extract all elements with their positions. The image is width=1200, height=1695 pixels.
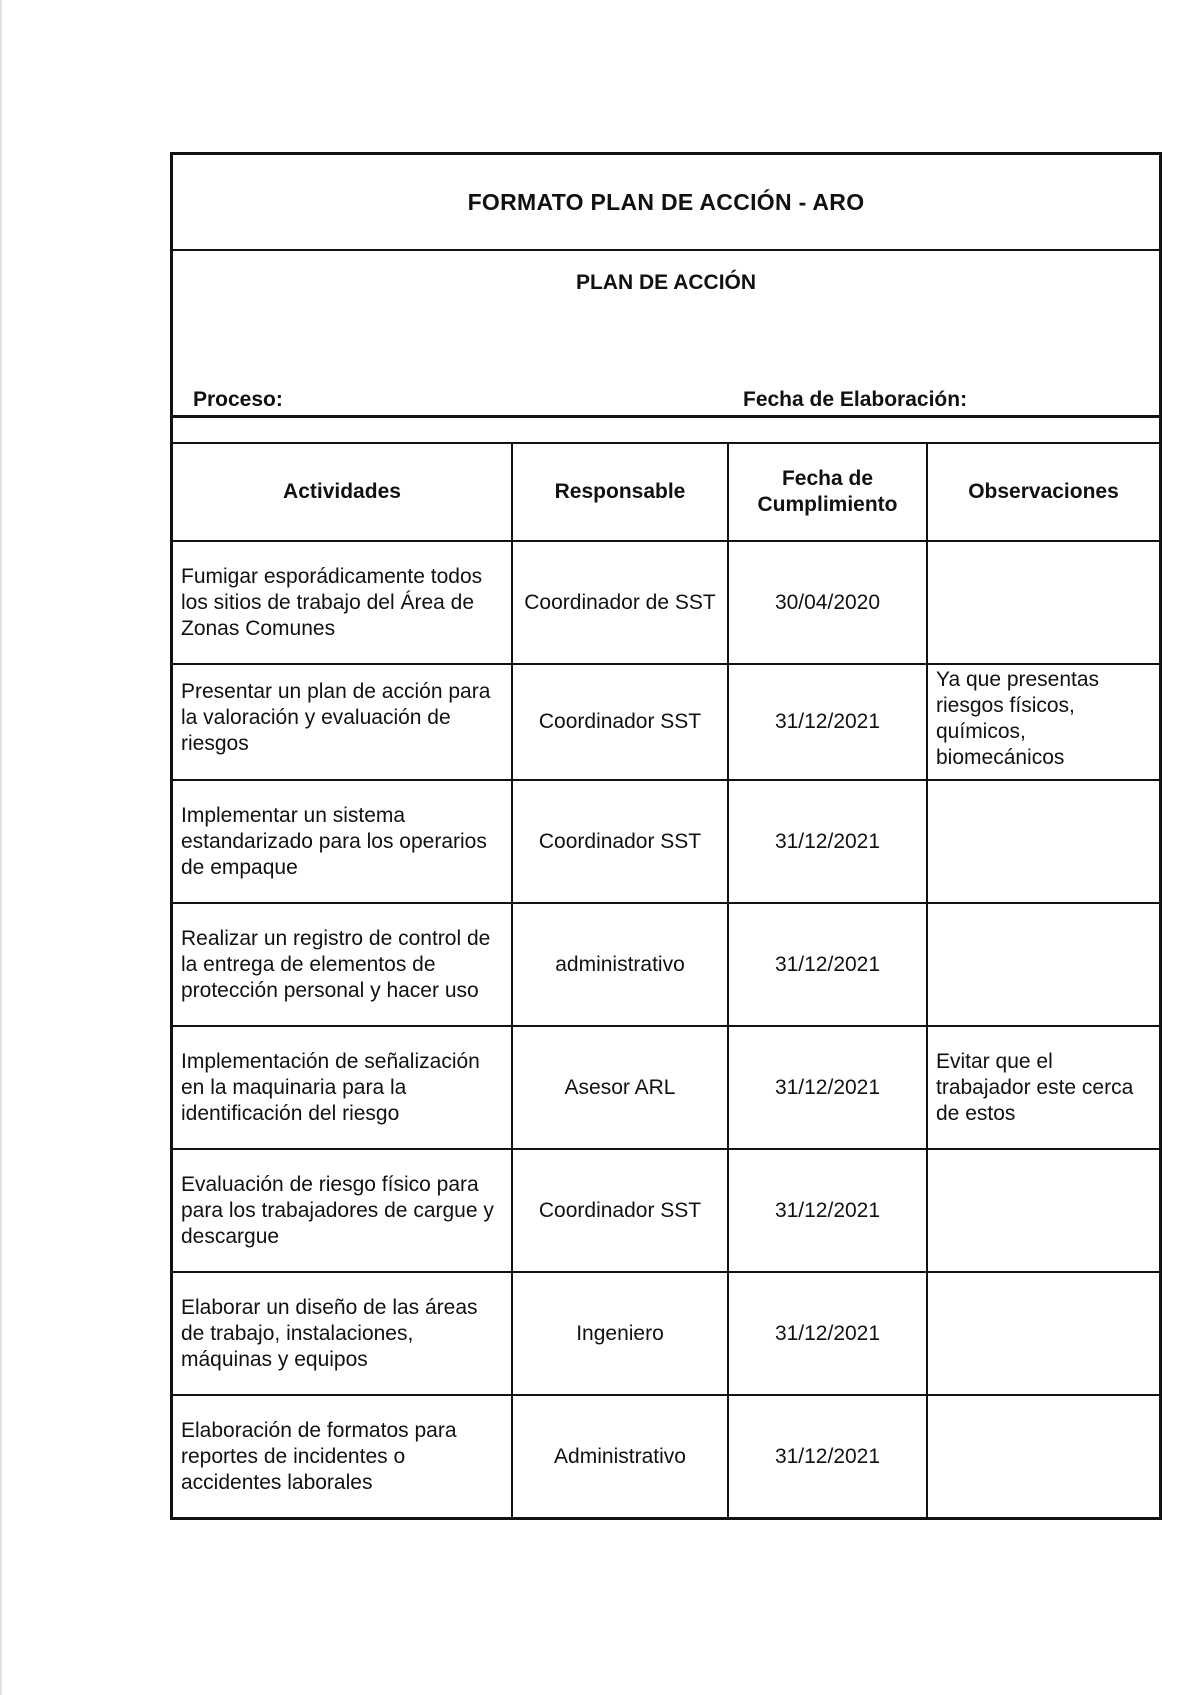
cell-responsable: administrativo	[512, 903, 728, 1026]
cell-actividad: Implementar un sistema estandarizado para los operarios de empaque	[173, 780, 512, 903]
page-edge	[0, 0, 2, 1695]
table-row	[173, 1272, 1159, 1395]
cell-actividad: Fumigar esporádicamente todos los sitios de trabajo del Área de Zonas Comunes	[173, 541, 512, 664]
cell-actividad: Realizar un registro de control de la entrega de elementos de protección personal y hacer uso	[173, 903, 512, 1026]
cell-fecha: 31/12/2021	[728, 1395, 927, 1517]
cell-actividad: Elaboración de formatos para reportes de incidentes o accidentes laborales	[173, 1395, 512, 1517]
cell-observaciones	[927, 1149, 1159, 1272]
cell-observaciones: Evitar que el trabajador este cerca de estos	[927, 1026, 1159, 1149]
cell-responsable: Asesor ARL	[512, 1026, 728, 1149]
cell-fecha: 31/12/2021	[728, 780, 927, 903]
plan-header	[173, 251, 1159, 418]
cell-observaciones	[927, 541, 1159, 664]
cell-responsable: Ingeniero	[512, 1272, 728, 1395]
header-actividades: Actividades	[173, 444, 512, 541]
cell-fecha: 31/12/2021	[728, 1272, 927, 1395]
cell-responsable: Coordinador SST	[512, 664, 728, 780]
table-row	[173, 780, 1159, 903]
table-row	[173, 664, 1159, 780]
plan-subtitle: PLAN DE ACCIÓN	[575, 271, 757, 294]
table-row	[173, 1395, 1159, 1517]
table-row	[173, 1149, 1159, 1272]
header-fecha-cumplimiento: Fecha de Cumplimiento	[728, 444, 927, 541]
cell-actividad: Implementación de señalización en la maquinaria para la identificación del riesgo	[173, 1026, 512, 1149]
cell-actividad: Evaluación de riesgo físico para para los trabajadores de cargue y descargue	[173, 1149, 512, 1272]
cell-fecha: 31/12/2021	[728, 903, 927, 1026]
cell-responsable: Coordinador SST	[512, 1149, 728, 1272]
table-row	[173, 903, 1159, 1026]
table-row	[173, 541, 1159, 664]
cell-responsable: Coordinador de SST	[512, 541, 728, 664]
cell-fecha: 31/12/2021	[728, 1149, 927, 1272]
cell-actividad: Presentar un plan de acción para la valoración y evaluación de riesgos	[173, 664, 512, 780]
spacer-row	[173, 418, 1159, 444]
header-responsable: Responsable	[512, 444, 728, 541]
cell-responsable: Coordinador SST	[512, 780, 728, 903]
table-header-row	[173, 444, 1159, 541]
cell-fecha: 31/12/2021	[728, 1026, 927, 1149]
cell-actividad: Elaborar un diseño de las áreas de trabajo, instalaciones, máquinas y equipos	[173, 1272, 512, 1395]
cell-fecha: 30/04/2020	[728, 541, 927, 664]
cell-observaciones	[927, 903, 1159, 1026]
proceso-label: Proceso:	[193, 388, 283, 411]
cell-observaciones	[927, 780, 1159, 903]
cell-responsable: Administrativo	[512, 1395, 728, 1517]
action-table	[173, 444, 1159, 1517]
cell-observaciones	[927, 1272, 1159, 1395]
cell-observaciones	[927, 1395, 1159, 1517]
form-title: FORMATO PLAN DE ACCIÓN - ARO	[173, 155, 1159, 251]
fecha-elaboracion-label: Fecha de Elaboración:	[743, 388, 968, 411]
action-plan-form	[170, 152, 1162, 1520]
header-observaciones: Observaciones	[927, 444, 1159, 541]
cell-observaciones: Ya que presentas riesgos físicos, químicos, biomecánicos	[927, 664, 1159, 780]
cell-fecha: 31/12/2021	[728, 664, 927, 780]
table-row	[173, 1026, 1159, 1149]
